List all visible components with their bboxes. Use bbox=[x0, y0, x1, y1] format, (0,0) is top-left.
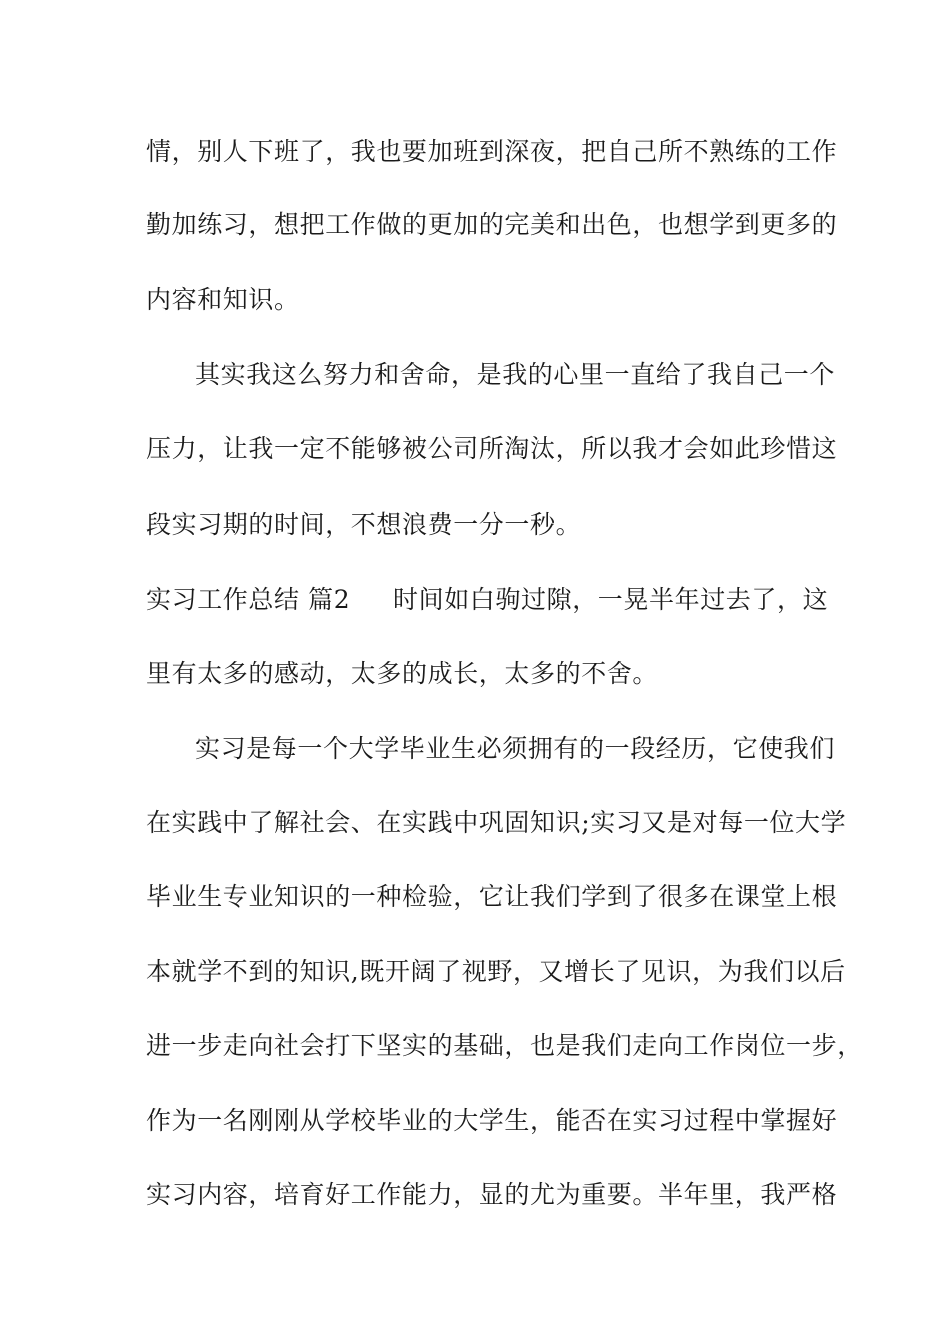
paragraph-line: 段实习期的时间，不想浪费一分一秒。 bbox=[146, 510, 582, 539]
paragraph-line: 作为一名刚刚从学校毕业的大学生，能否在实习过程中掌握好 bbox=[146, 1106, 838, 1135]
paragraph-line: 情，别人下班了，我也要加班到深夜，把自己所不熟练的工作 bbox=[146, 137, 838, 166]
paragraph-line: 内容和知识。 bbox=[146, 285, 300, 314]
paragraph-line: 压力，让我一定不能够被公司所淘汰，所以我才会如此珍惜这 bbox=[146, 434, 838, 463]
section-heading: 实习工作总结 篇2 bbox=[146, 585, 351, 614]
paragraph-line: 进一步走向社会打下坚实的基础，也是我们走向工作岗位一步， bbox=[146, 1031, 863, 1060]
paragraph-line: 毕业生专业知识的一种检验，它让我们学到了很多在课堂上根 bbox=[146, 882, 838, 911]
paragraph-line: 时间如白驹过隙，一晃半年过去了，这 bbox=[393, 585, 829, 614]
paragraph-line: 实习内容，培育好工作能力，显的尤为重要。半年里，我严格 bbox=[146, 1180, 838, 1209]
paragraph-line: 在实践中了解社会、在实践中巩固知识;实习又是对每一位大学 bbox=[146, 808, 847, 837]
paragraph-line: 本就学不到的知识,既开阔了视野，又增长了见识，为我们以后 bbox=[146, 957, 846, 986]
paragraph-line: 实习是每一个大学毕业生必须拥有的一段经历，它使我们 bbox=[195, 734, 836, 763]
paragraph-line: 里有太多的感动，太多的成长，太多的不舍。 bbox=[146, 659, 659, 688]
paragraph-line: 其实我这么努力和舍命，是我的心里一直给了我自己一个 bbox=[195, 360, 836, 389]
paragraph-line: 勤加练习，想把工作做的更加的完美和出色，也想学到更多的 bbox=[146, 210, 838, 239]
